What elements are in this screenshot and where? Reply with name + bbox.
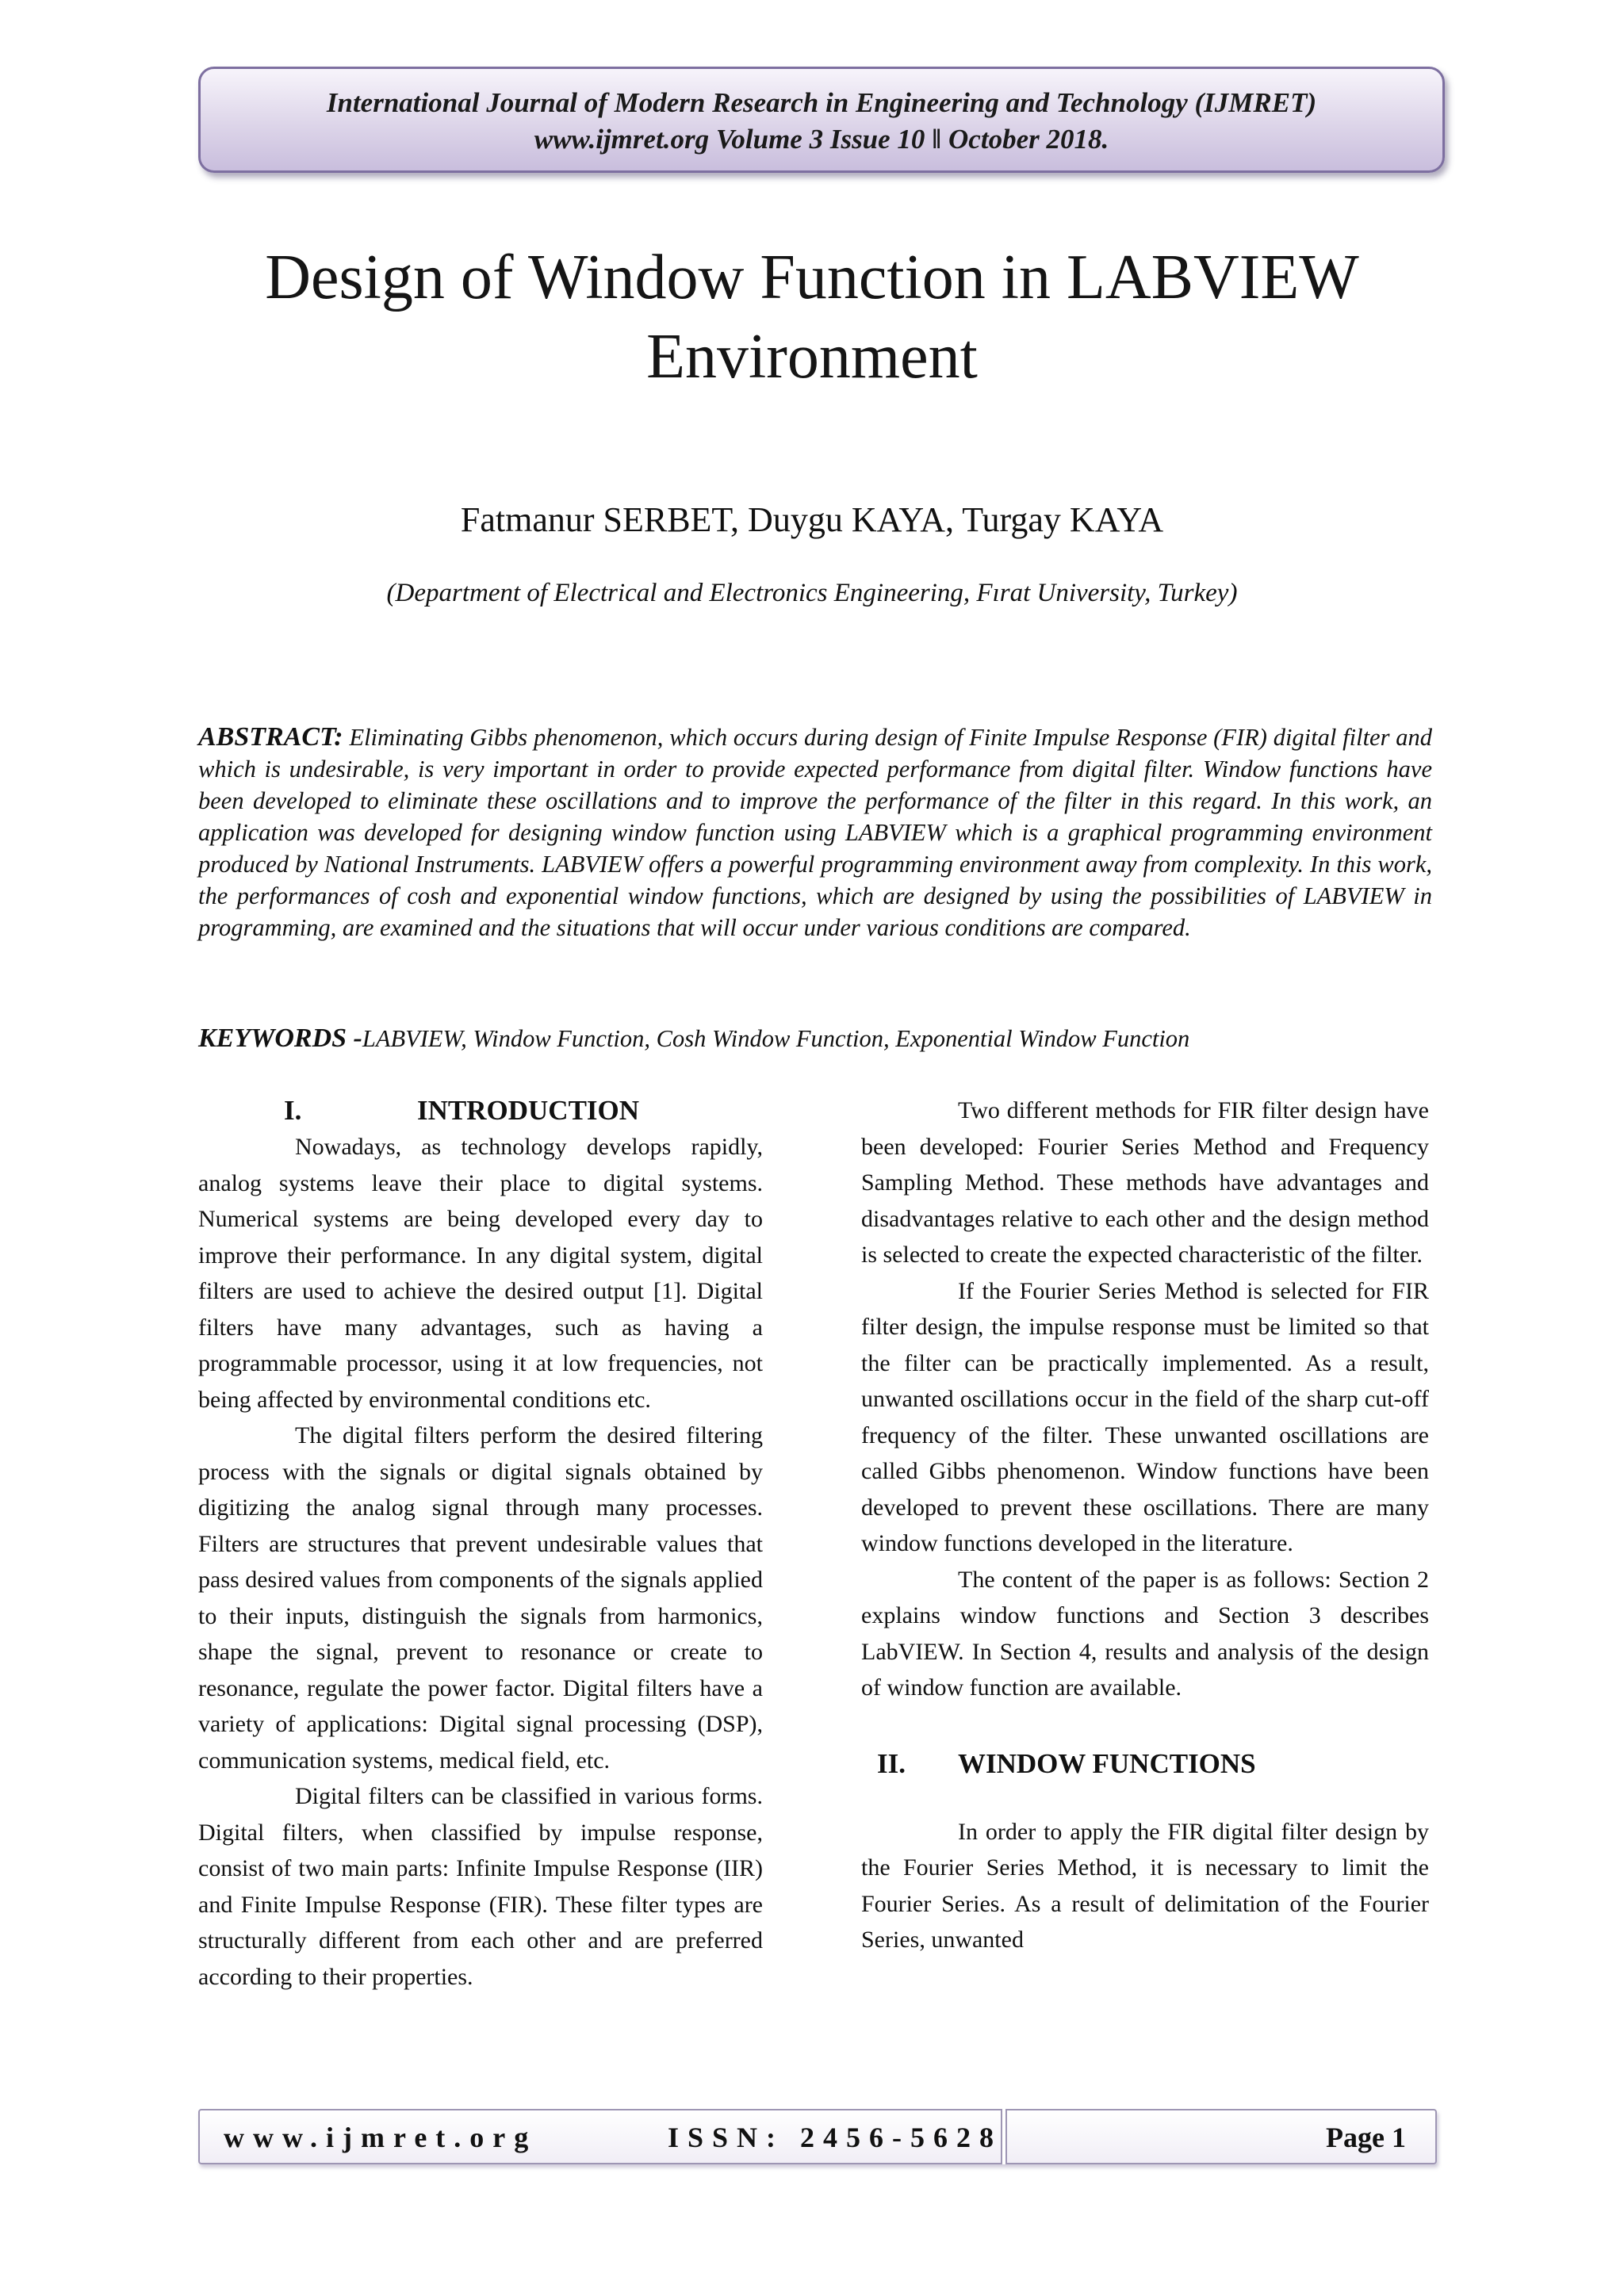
keywords-text: LABVIEW, Window Function, Cosh Window Function, Exponential Window Function — [362, 1025, 1190, 1052]
paragraph: Nowadays, as technology develops rapidly, analog systems leave their place to digital systems. Numerical systems are being developed every day to improve their performance. In any digital system, digital filters are used to achieve the desired output [1]. Digital filters have many advantages, such as having a programmable processor, using it at low frequencies, not being affected by environmental conditions etc. — [198, 1134, 763, 1413]
section-title: INTRODUCTION — [417, 1095, 640, 1126]
paragraph: The content of the paper is as follows: Section 2 explains window functions and Section 3 describes LabVIEW. In Section 4, results and analysis of the design of window function are available. — [861, 1566, 1429, 1701]
paper-title — [159, 238, 1465, 396]
paragraph: Two different methods for FIR filter design have been developed: Fourier Series Method and Frequency Sampling Method. These methods have advantages and disadvantages relative to each other and the design method is selected to create the expected characteristic of the filter. — [861, 1097, 1429, 1268]
section-heading-window-functions — [861, 1746, 1429, 1782]
section-heading-introduction — [198, 1093, 763, 1129]
footer-issn: ISSN: 2456-5628 — [668, 2122, 1003, 2153]
paragraph: In order to apply the FIR digital filter design by the Fourier Series Method, it is necessary to limit the Fourier Series. As a result of delimitation of the Fourier Series, unwanted — [861, 1818, 1429, 1953]
section-number: II. — [877, 1747, 906, 1779]
footer-page-number: Page 1 — [1326, 2122, 1406, 2153]
paper-title-line-1: Design of Window Function in LABVIEW — [265, 243, 1359, 312]
paragraph: Digital filters can be classified in various forms. Digital filters, when classified by impulse response, consist of two main parts: Infinite Impulse Response (IIR) and Finite Impulse Response (FIR). These filter types are structurally different from each other and are preferred according to their properties. — [198, 1783, 763, 1990]
section-number: I. — [284, 1095, 302, 1126]
footer-website: www.ijmret.org — [224, 2122, 538, 2153]
keywords — [198, 1023, 1432, 1054]
journal-header — [198, 67, 1445, 173]
left-column — [198, 1093, 763, 1995]
paper-title-line-2: Environment — [646, 322, 978, 392]
paragraph: The digital filters perform the desired filtering process with the signals or digital signals obtained by digitizing the analog signal through many processes. Filters are structures that prevent undesirable values that pass desired values from components of the signals applied to their inputs, distinguish the signals from harmonics, shape the signal, prevent to resonance or create to resonance, regulate the power factor. Digital filters have a variety of applications: Digital signal processing (DSP), communication systems, medical field, etc. — [198, 1422, 763, 1774]
keywords-label: KEYWORDS - — [198, 1024, 362, 1053]
abstract-text: Eliminating Gibbs phenomenon, which occurs during design of Finite Impulse Response (FIR) digital filter and which is undesirable, is very important in order to provide expected performance from digital filter. Window functions have been developed to eliminate these oscillations and to improve the performance of the filter in this regard. In this work, an application was developed for designing window function using LABVIEW which is a graphical programming environment produced by National Instruments. LABVIEW offers a powerful programming environment away from complexity. In this work, the performances of cosh and exponential window functions, which are designed by using the possibilities of LABVIEW in programming, are examined and the situations that will occur under various conditions are compared. — [198, 724, 1433, 941]
section-title: WINDOW FUNCTIONS — [958, 1747, 1256, 1779]
paragraph: If the Fourier Series Method is selected for FIR filter design, the impulse response must be limited so that the filter can be practically implemented. As a result, unwanted oscillations occur in the field of the sharp cut-off frequency of the filter. These unwanted oscillations are called Gibbs phenomenon. Window functions have been developed to prevent these oscillations. There are many window functions developed in the literature. — [861, 1277, 1429, 1556]
paper-affiliation: (Department of Electrical and Electronics Engineering, Fırat University, Turkey) — [386, 579, 1238, 607]
right-column — [861, 1093, 1429, 1958]
journal-volume-line: www.ijmret.org Volume 3 Issue 10 ǁ October 2018. — [534, 124, 1109, 155]
abstract-label: ABSTRACT: — [198, 722, 343, 752]
paper-authors: Fatmanur SERBET, Duygu KAYA, Turgay KAYA — [460, 500, 1164, 539]
journal-name: International Journal of Modern Research in Engineering and Technology (IJMRET) — [326, 87, 1317, 118]
abstract — [198, 721, 1432, 943]
